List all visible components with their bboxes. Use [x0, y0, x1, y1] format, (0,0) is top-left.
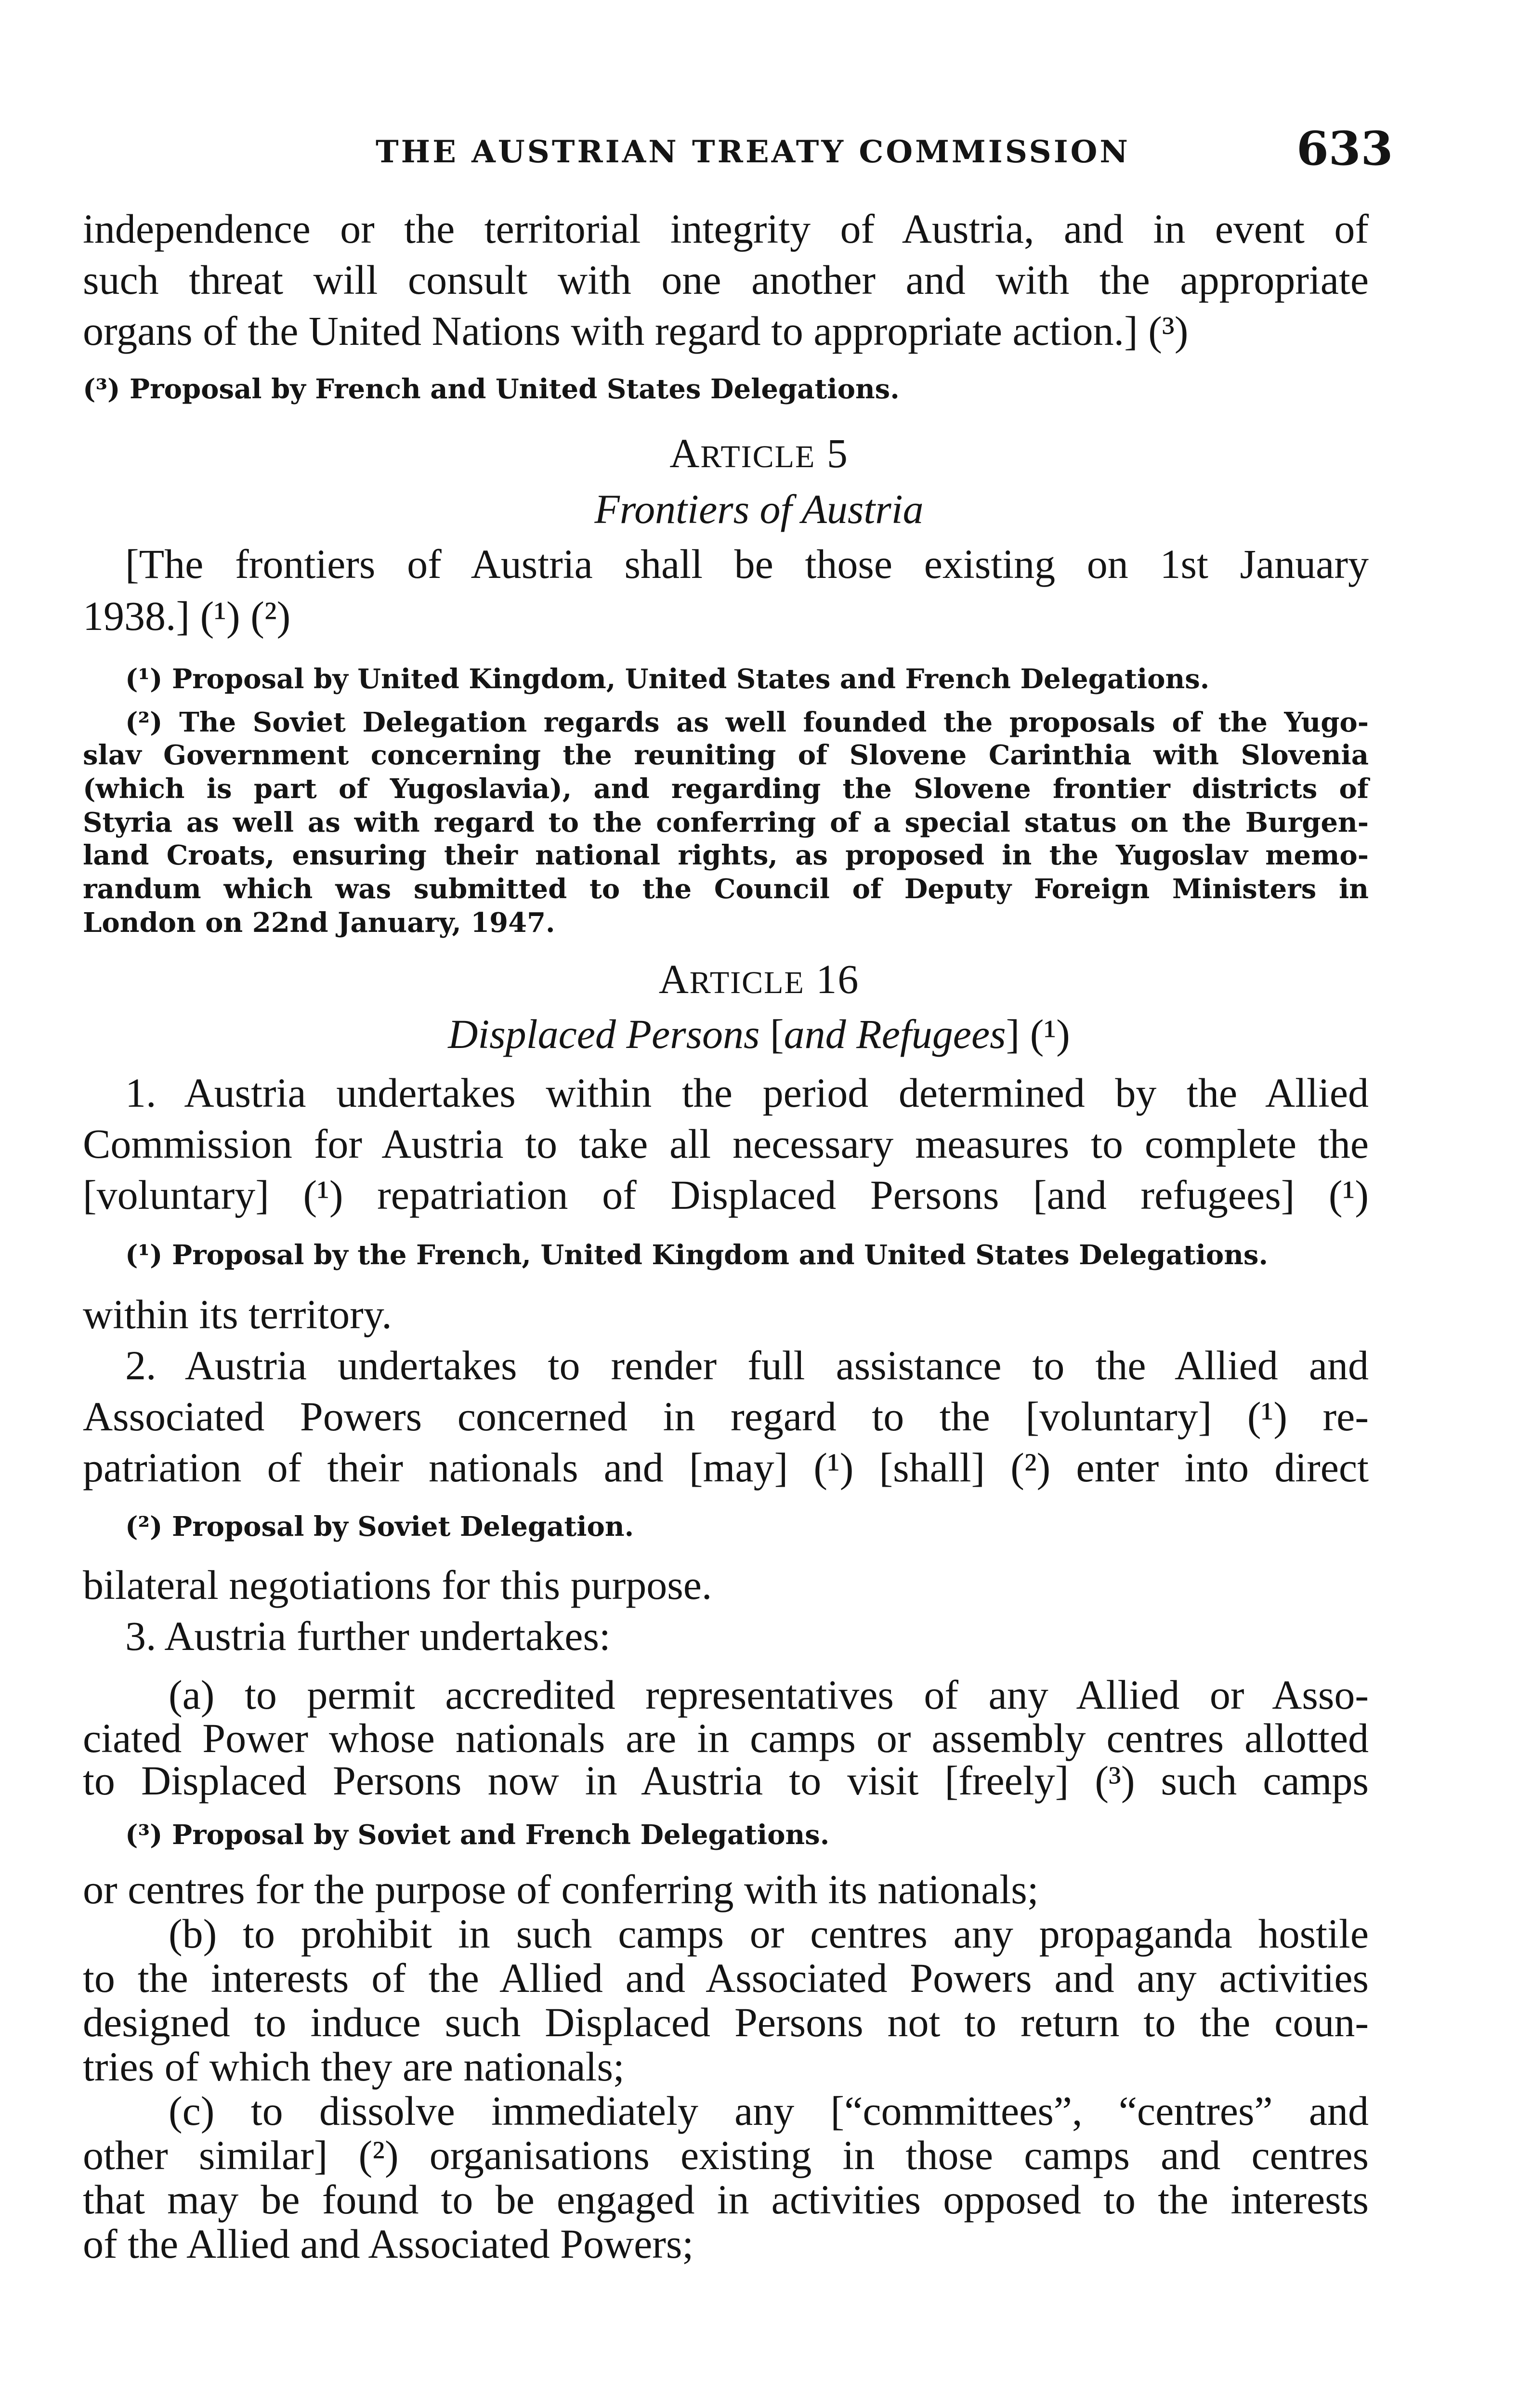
- article-subtitle: [0, 1013, 1518, 1055]
- page-number: 633: [1296, 121, 1393, 176]
- footnote: (¹) Proposal by the French, United Kingdom and United States Delegations.: [125, 1239, 1268, 1271]
- text-line: 1. Austria undertakes within the period determined by the Allied: [125, 1070, 1369, 1116]
- text-line: 3. Austria further undertakes:: [125, 1613, 611, 1659]
- text-line: (a) to permit accredited representatives of any Allied or Asso-: [169, 1672, 1369, 1718]
- text-line: (b) to prohibit in such camps or centres any propaganda hostile: [169, 1911, 1369, 1957]
- text-line: that may be found to be engaged in activities opposed to the interests: [83, 2176, 1369, 2223]
- footnote: London on 22nd January, 1947.: [83, 907, 555, 939]
- subtitle-bracket: [and Refugees]: [770, 1011, 1020, 1057]
- text-line: ciated Power whose nationals are in camps or assembly centres allotted: [83, 1715, 1369, 1761]
- subtitle-mark: (¹): [1030, 1011, 1070, 1057]
- footnote: land Croats, ensuring their national rights, as proposed in the Yugoslav memo-: [83, 839, 1369, 871]
- footnote: randum which was submitted to the Council of Deputy Foreign Ministers in: [83, 873, 1369, 905]
- text-line: tries of which they are nationals;: [83, 2043, 625, 2090]
- running-header: THE AUSTRIAN TREATY COMMISSION: [376, 134, 1130, 170]
- text-line: [voluntary] (¹) repatriation of Displaced Persons [and refugees] (¹): [83, 1172, 1369, 1218]
- footnote: (²) Proposal by Soviet Delegation.: [125, 1511, 634, 1543]
- article-word-initial: A: [669, 430, 701, 476]
- text-line: to the interests of the Allied and Associated Powers and any activities: [83, 1955, 1369, 2001]
- footnote: (³) Proposal by Soviet and French Delegations.: [125, 1819, 830, 1851]
- text-line: 2. Austria undertakes to render full assistance to the Allied and: [125, 1342, 1369, 1388]
- subtitle-italic: Displaced Persons: [448, 1011, 760, 1057]
- footnote: (²) The Soviet Delegation regards as well founded the proposals of the Yugo-: [125, 707, 1369, 738]
- article-heading: [0, 432, 1518, 474]
- text-line: Associated Powers concerned in regard to the [voluntary] (¹) re-: [83, 1393, 1369, 1440]
- footnote: (³) Proposal by French and United States Delegations.: [83, 373, 900, 405]
- text-line: Commission for Austria to take all necessary measures to complete the: [83, 1121, 1369, 1167]
- text-line: to Displaced Persons now in Austria to visit [freely] (³) such camps: [83, 1757, 1369, 1804]
- text-line: designed to induce such Displaced Persons not to return to the coun-: [83, 1999, 1369, 2045]
- text-line: other similar] (²) organisations existing in those camps and centres: [83, 2132, 1369, 2178]
- article-number: 5: [826, 430, 849, 476]
- article-subtitle: Frontiers of Austria: [594, 486, 924, 532]
- text-line: organs of the United Nations with regard to appropriate action.] (³): [83, 308, 1189, 354]
- text-line: bilateral negotiations for this purpose.: [83, 1562, 712, 1608]
- text-line: or centres for the purpose of conferring with its nationals;: [83, 1866, 1039, 1912]
- article-number: 16: [816, 956, 860, 1002]
- article-word-initial: A: [658, 956, 690, 1002]
- text-line: within its territory.: [83, 1291, 392, 1337]
- text-line: independence or the territorial integrity of Austria, and in event of: [83, 206, 1369, 252]
- text-line: [The frontiers of Austria shall be those existing on 1st January: [125, 541, 1369, 587]
- subtitle-bracket-text: and Refugees: [784, 1011, 1006, 1057]
- article-word-rest: RTICLE: [689, 965, 805, 1000]
- footnote: Styria as well as with regard to the conferring of a special status on the Burgen-: [83, 807, 1369, 838]
- footnote: (¹) Proposal by United Kingdom, United States and French Delegations.: [125, 663, 1210, 695]
- footnote: slav Government concerning the reuniting of Slovene Carinthia with Slovenia: [83, 739, 1369, 771]
- text-line: patriation of their nationals and [may] (¹) [shall] (²) enter into direct: [83, 1444, 1369, 1491]
- article-word-rest: RTICLE: [700, 439, 816, 474]
- footnote: (which is part of Yugoslavia), and regarding the Slovene frontier districts of: [83, 773, 1369, 805]
- article-heading: [0, 958, 1518, 1000]
- text-line: (c) to dissolve immediately any [“committees”, “centres” and: [169, 2088, 1369, 2134]
- text-line: of the Allied and Associated Powers;: [83, 2221, 694, 2267]
- text-line: such threat will consult with one another and with the appropriate: [83, 257, 1369, 303]
- text-line: 1938.] (¹) (²): [83, 593, 291, 639]
